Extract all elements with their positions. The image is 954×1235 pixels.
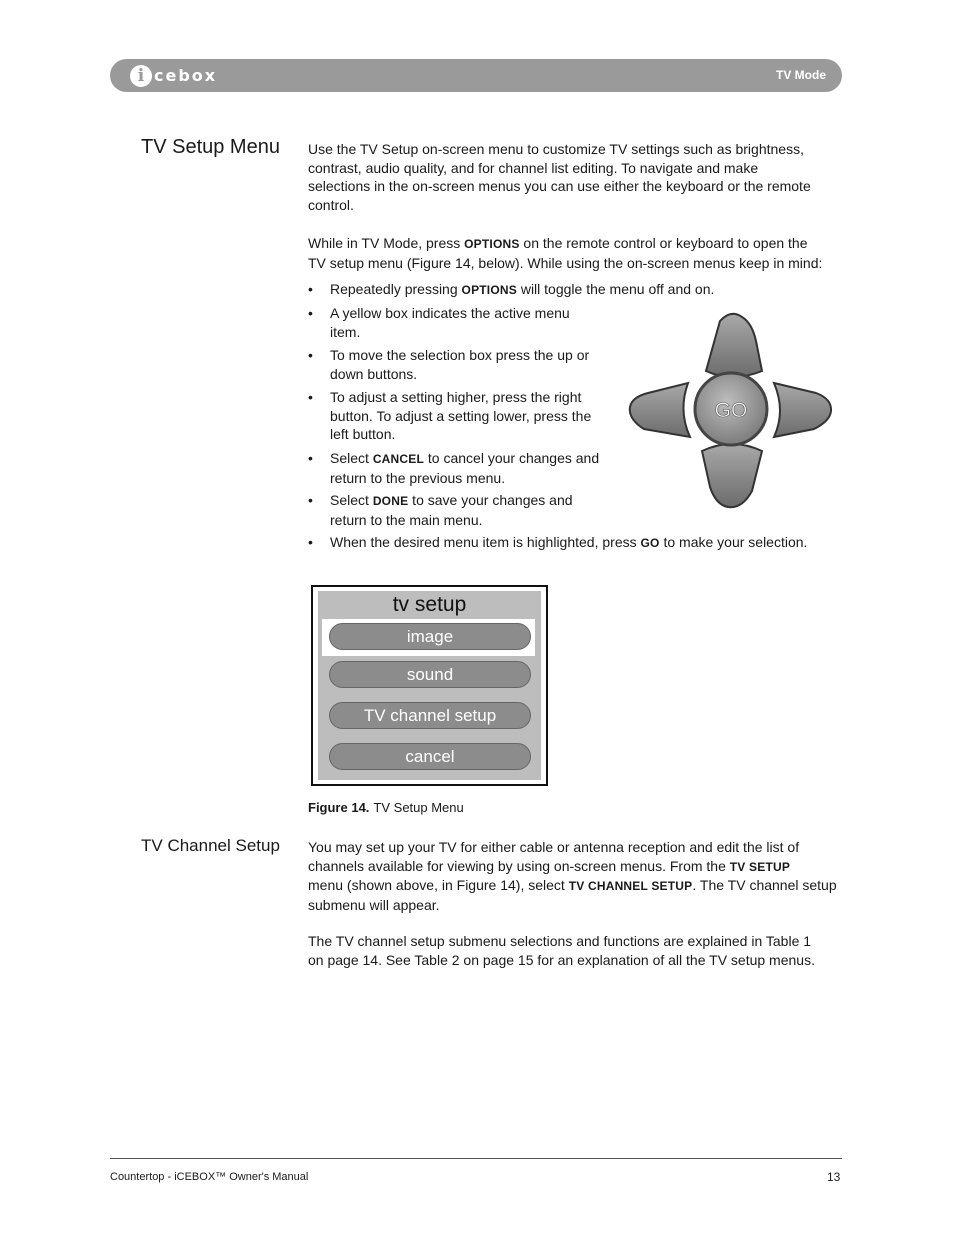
tv-setup-panel	[318, 591, 541, 780]
keyword-cancel: CANCEL	[372, 452, 425, 466]
options-line-2: TV setup menu (Figure 14, below). While using the on-screen menus keep in mind:	[308, 254, 823, 271]
bullet-item	[308, 304, 608, 342]
footer-manual-title: Countertop - iCEBOX™ Owner's Manual	[110, 1171, 309, 1183]
bullet-item	[308, 491, 608, 529]
text: button. To adjust a setting lower, press the	[330, 407, 592, 424]
text: A yellow box indicates the active menu	[330, 305, 570, 321]
intro-line: contrast, audio quality, and for channel list editing. To navigate and make	[308, 159, 759, 176]
logo-initial: i	[130, 65, 152, 87]
text: return to the main menu.	[330, 511, 483, 528]
text: to make your selection.	[659, 534, 808, 550]
bullet-dot: •	[308, 347, 313, 363]
page-number: 13	[827, 1170, 841, 1184]
text: You may set up your TV for either cable or antenna reception and edit the list of	[308, 839, 800, 855]
intro-line: control.	[308, 196, 354, 213]
tv-setup-screen-title: tv setup	[392, 593, 467, 616]
text: to cancel your changes and	[424, 450, 600, 466]
bullet-item	[308, 346, 608, 384]
keyword-done: DONE	[372, 494, 409, 508]
options-paragraph	[308, 234, 848, 272]
figure-caption	[308, 800, 464, 815]
bullet-item	[308, 388, 608, 444]
keyword-go: GO	[640, 536, 660, 550]
menu-item-sound[interactable]: sound	[329, 661, 531, 688]
go-label: GO	[714, 399, 748, 422]
intro-paragraph	[308, 140, 848, 214]
right-arrow-icon	[774, 383, 831, 437]
text: to save your changes and	[408, 492, 573, 508]
text: Repeatedly pressing	[330, 281, 462, 297]
section-title: TV Mode	[776, 68, 826, 82]
caption-label: Figure 14.	[308, 800, 370, 815]
text: Select	[330, 450, 373, 466]
channel-setup-paragraph	[308, 838, 848, 914]
left-arrow-icon	[630, 383, 690, 437]
intro-line: selections in the on-screen menus you can use either the keyboard or the remote	[308, 178, 811, 195]
caption-text: TV Setup Menu	[373, 800, 464, 815]
tv-setup-menu-heading: TV Setup Menu	[141, 136, 280, 158]
menu-item-tv-channel-setup[interactable]: TV channel setup	[329, 702, 531, 729]
text: While in TV Mode, press	[308, 235, 465, 251]
bullet-item	[308, 280, 848, 299]
text: The TV channel setup submenu selections and functions are explained in Table 1	[308, 933, 812, 949]
menu-item-image[interactable]: image	[329, 623, 531, 650]
text: on page 14. See Table 2 on page 15 for an explanation of all the TV setup menus.	[308, 951, 815, 968]
text: submenu will appear.	[308, 896, 440, 913]
bullet-dot: •	[308, 492, 313, 508]
text: To move the selection box press the up or	[330, 347, 590, 363]
bullet-item	[308, 449, 608, 487]
icebox-logo	[130, 62, 217, 89]
bullet-item	[308, 533, 848, 552]
text: on the remote control or keyboard to open the	[519, 235, 808, 251]
bullet-dot: •	[308, 389, 313, 405]
header-bar	[110, 59, 842, 92]
keyword-options: OPTIONS	[464, 237, 520, 251]
bullet-dot: •	[308, 305, 313, 321]
footer-divider	[110, 1158, 842, 1159]
keyword-tv-channel-setup: TV CHANNEL SETUP	[568, 879, 693, 894]
remote-dpad-illustration	[628, 311, 834, 511]
text: Select	[330, 492, 373, 508]
down-arrow-icon	[702, 444, 762, 507]
table-reference-paragraph	[308, 932, 848, 969]
text: will toggle the menu off and on.	[516, 281, 715, 297]
text: return to the previous menu.	[330, 469, 506, 486]
text: down buttons.	[330, 365, 418, 382]
bullet-dot: •	[308, 534, 313, 550]
text: To adjust a setting higher, press the right	[330, 389, 582, 405]
text: left button.	[330, 426, 396, 443]
text: item.	[330, 323, 361, 340]
text: menu (shown above, in Figure 14), select	[308, 877, 569, 894]
text: . The TV channel setup	[692, 877, 837, 894]
keyword-options: OPTIONS	[461, 283, 517, 297]
keyword-tv-setup: TV SETUP	[729, 859, 791, 874]
dpad-svg	[628, 311, 834, 511]
tv-channel-setup-heading: TV Channel Setup	[141, 836, 280, 855]
up-arrow-icon	[706, 314, 762, 377]
logo-text: cebox	[154, 66, 218, 85]
bullet-dot: •	[308, 450, 313, 466]
intro-line: Use the TV Setup on-screen menu to customize TV settings such as brightness,	[308, 141, 804, 157]
text: When the desired menu item is highlighted, press	[330, 534, 641, 550]
bullet-dot: •	[308, 281, 313, 297]
text: channels available for viewing by using on-screen menus. From the	[308, 857, 730, 874]
menu-item-cancel[interactable]: cancel	[329, 743, 531, 770]
tv-setup-screen	[311, 585, 548, 786]
